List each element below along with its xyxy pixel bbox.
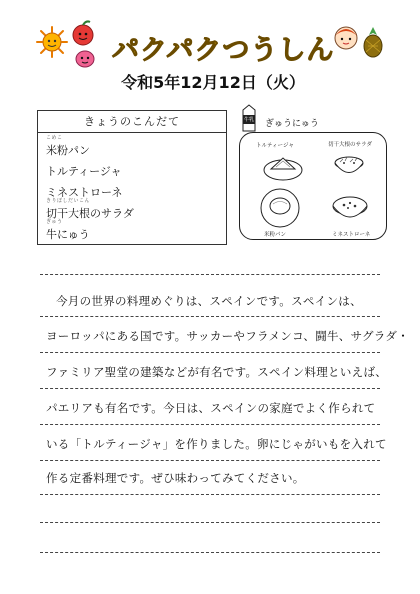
- dish-label-tortilla: トルティージャ: [256, 143, 294, 149]
- ruled-line: [40, 316, 380, 317]
- menu-item-ruby: ぎゅう: [46, 219, 63, 225]
- girl-character-icon: [330, 22, 362, 54]
- menu-item: [46, 219, 226, 244]
- ruled-line: [40, 552, 380, 553]
- ruled-line: [40, 274, 380, 275]
- menu-item: [46, 198, 226, 223]
- ruled-line: [40, 522, 380, 523]
- menu-box: [37, 110, 227, 245]
- letter-line: ファミリア聖堂の建築などが有名です。スペイン料理といえば、: [46, 365, 388, 379]
- ruled-line: [40, 460, 380, 461]
- salad-bowl-icon: [332, 152, 366, 180]
- letter-line: 今月の世界の料理めぐりは、スペインです。スペインは、: [56, 294, 362, 308]
- menu-item: [46, 160, 226, 181]
- letter-line: パエリアも有名です。今日は、スペインの家庭でよく作られて: [46, 401, 376, 415]
- ruled-line: [40, 424, 380, 425]
- ruled-line: [40, 352, 380, 353]
- issue-date: 令和5年12月12日（火）: [121, 73, 305, 92]
- menu-item-ruby: こめこ: [46, 135, 63, 141]
- dish-label-soup: ミネストローネ: [332, 232, 371, 238]
- vegetable-character-icon: [72, 44, 98, 70]
- menu-item: [46, 135, 226, 160]
- milk-label: ぎゅうにゅう: [265, 119, 319, 129]
- pineapple-character-icon: [360, 26, 386, 58]
- menu-item-label: 米粉パン: [46, 144, 90, 157]
- ruled-line: [40, 388, 380, 389]
- dish-label-bread: 米粉パン: [264, 232, 287, 238]
- menu-item-label: ミネストローネ: [46, 186, 123, 199]
- menu-item-label: トルティージャ: [46, 165, 122, 178]
- dish-label-salad: 切干大根のサラダ: [328, 142, 372, 148]
- newsletter-title: パクパクつうしん: [112, 35, 335, 66]
- milk-carton-text: 牛乳: [243, 117, 254, 123]
- menu-item-label: 牛にゅう: [46, 228, 90, 241]
- soup-bowl-icon: [330, 194, 370, 226]
- menu-item-label: 切干大根のサラダ: [46, 207, 134, 220]
- menu-list: [38, 133, 226, 244]
- letter-line: ヨーロッパにある国です。サッカーやフラメンコ、闘牛、サグラダ・: [46, 329, 410, 343]
- sun-icon: [36, 26, 68, 58]
- menu-item-ruby: きりぼしだいこん: [46, 198, 91, 204]
- letter-line: 作る定番料理です。ぜひ味わってみてください。: [46, 471, 305, 485]
- letter-line: いる「トルティージャ」を作りました。卵にじゃがいもを入れて: [46, 437, 387, 451]
- menu-heading: きょうのこんだて: [38, 111, 226, 133]
- bread-plate-icon: [258, 188, 302, 228]
- ruled-line: [40, 494, 380, 495]
- tortilla-plate-icon: [262, 150, 304, 182]
